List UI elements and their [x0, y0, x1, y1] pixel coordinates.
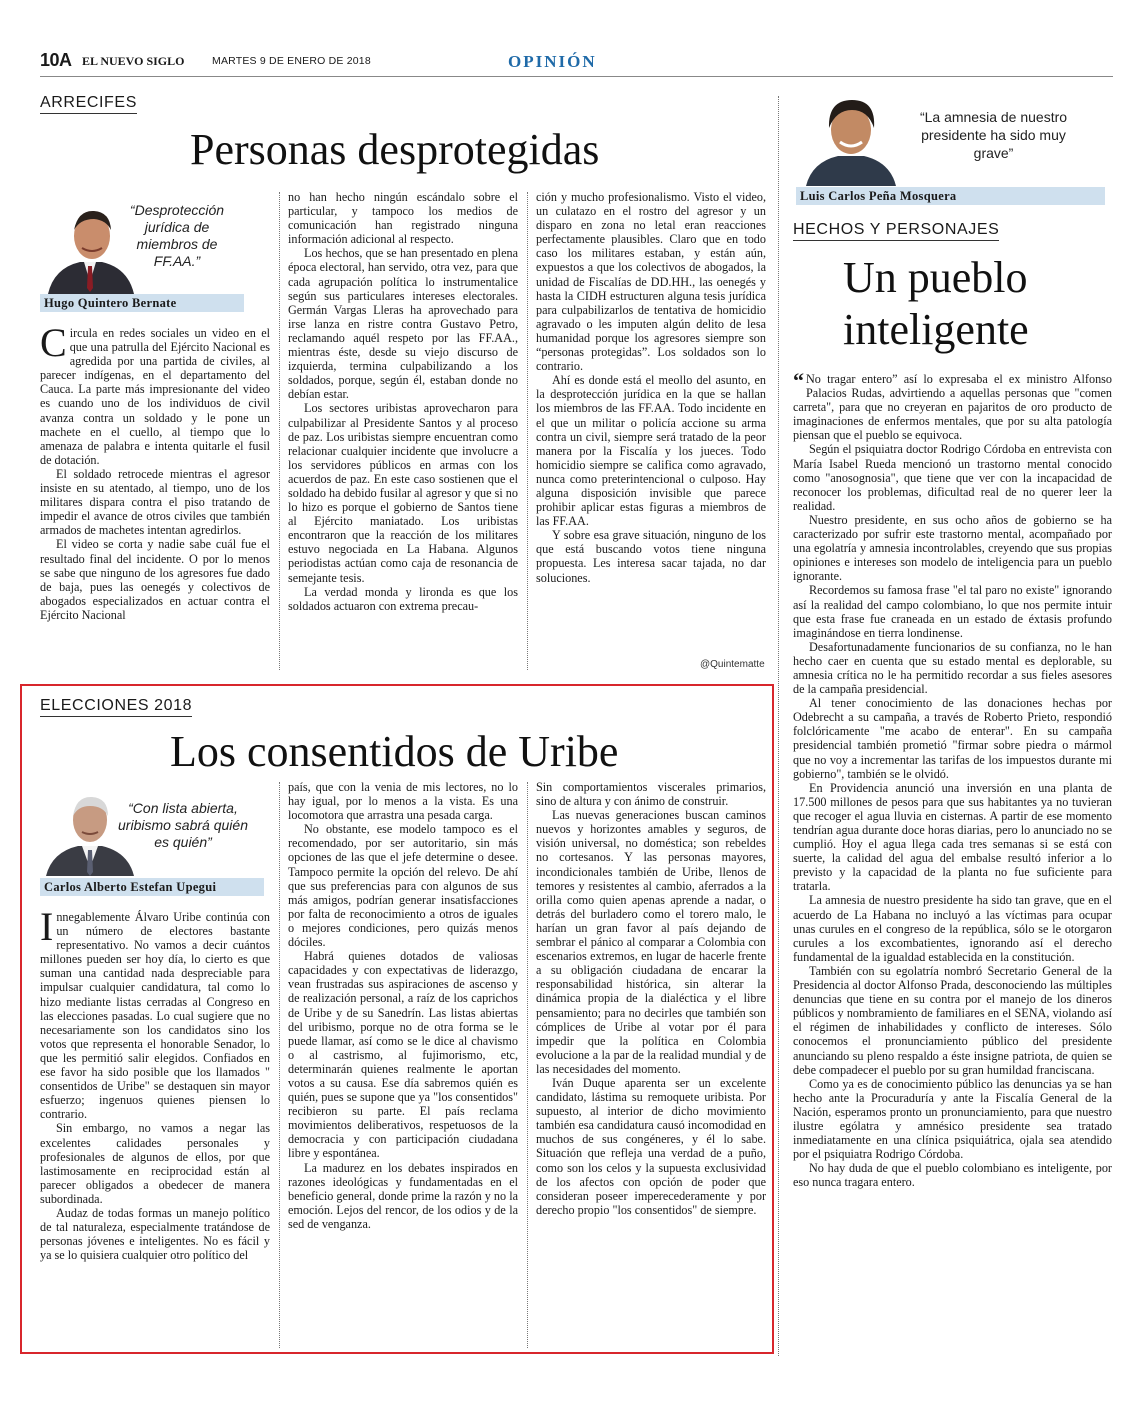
author-photo-luis-carlos: [796, 88, 906, 186]
article1-col1-p3: El video se corta y nadie sabe cuál fue el resultado final del incidente. O por lo menos se sabe que ninguno de los agresores fue dado de baja, pues las oenegés y colectivos de abogados especializados en actuar contra el Ejército Nacional: [40, 537, 270, 622]
article3-p10: Como ya es de conocimiento público las denuncias ya se han hecho ante la Procuraduría y ante la Fiscalía General de la Nación, esperamos pronto un pronunciamiento, para que nuestro ilustre ególatra y amnésico presidente sea tratado inmediatamente en una clínica psiquiátrica, ojala sea atendido por el psiquiatra Rodrigo Córdoba.: [793, 1076, 1112, 1162]
column-divider: [279, 782, 280, 1348]
dropcap: C: [40, 326, 67, 365]
article2-pull-quote: “Con lista abierta, uribismo sabrá quién es quién”: [118, 800, 248, 850]
article1-col2-p3: Los sectores uribistas aprovecharon para culpabilizar al Presidente Santos y al proceso de paz. Los uribistas siempre encuentran como relacionar cualquier incidente que involucre a los servidores públicos en armas con los acuerdos de paz. En este caso sostienen que el soldado ha debido fusilar al agresor y que si no lo hizo es porque el gobierno de Santos tiene al Ejército maniatado. Los uribistas encontraron que la reacción de los militares estuvo negociada en La Habana. Algunos periodistas actúan como caja de resonancia de semejante tesis.: [288, 401, 518, 585]
article1-kicker: ARRECIFES: [40, 94, 137, 114]
article2-headline: Los consentidos de Uribe: [170, 727, 619, 776]
column-divider: [778, 96, 779, 1356]
publication-date: MARTES 9 DE ENERO DE 2018: [212, 55, 371, 67]
article2-col3-p2: Las nuevas generaciones buscan caminos nuevos y horizontes amables y seguros, de visión universal, no doméstica; son rebeldes no cortesanos. Y las personas mayores, incondicionales también de Uribe, llenos de temores y resistentes al cambio, aferrados a la orilla como quien apenas aprende a nadar, o detrás del burladero como el torero malo, le harían un gran favor al país dejando de sembrar el pánico al comparar a Colombia con escenarios extremos, en lugar de hacerle frente a su obligación ciudadana de encarar la responsabilidad histórica, sin alterar la dinámica propia de la dialéctica y el libre pensamiento; para no decirles que también son cómplices de Uribe al votar por él para impedir que la política en Colombia evolucione a la par de la realidad mundial y de las necesidades del momento.: [536, 808, 766, 1076]
article3-p2: Según el psiquiatra doctor Rodrigo Córdoba en entrevista con María Isabel Rueda mencionó un trastorno mental conocido como "anosognosia", que tiene que ver con la incapacidad de reconocer los problemas, dificultad real de no querer leer la realidad.: [793, 442, 1112, 513]
article3-kicker: HECHOS Y PERSONAJES: [793, 221, 999, 241]
article3-p3: Nuestro presidente, en sus ocho años de gobierno se ha caracterizado por sufrir este trastorno mental, acompañado por una egolatría y amnesia incontrolables, creyendo que sus propias opiniones e intereses son modelo de inteligencia para un pueblo ignorante.: [793, 512, 1112, 584]
article3-p8: La amnesia de nuestro presidente ha sido tan grave, que en el acuerdo de La Habana no incluyó a las víctimas para ocupar unas curules en el congreso de la república, sólo se le otorgaron curules a los excombatientes, ignorando así el derecho fundamental de la igualdad establecida en la constitución.: [793, 893, 1112, 964]
article3-p11: No hay duda de que el pueblo colombiano es inteligente, por eso nunca tragara entero.: [793, 1161, 1112, 1190]
author-twitter-handle: @Quintematte: [700, 659, 765, 670]
article2-col3-p1: Sin comportamientos viscerales primarios, sino de altura y con ánimo de construir.: [536, 780, 766, 809]
article1-col3-p3: Y sobre esa grave situación, ninguno de los que está buscando votos tiene ninguna propuesta. Les interesa sacar tajada, no dar soluciones.: [536, 528, 766, 585]
article3-p5: Desafortunadamente funcionarios de su confianza, no le han hecho caer en cuenta que su estado mental es deplorable, su amnesia crítica no le ha permitido recordar a sus fieles asesores de la campaña presidencial.: [793, 639, 1112, 697]
page-header: [40, 50, 1113, 77]
article2-column-1: [40, 910, 270, 1350]
article1-col3-p2: Ahí es donde está el meollo del asunto, en la desprotección jurídica en la que se hallan los miembros de las FF.AA. Todo incidente en el que un militar o policía accione su arma contra un civil, siempre será tratado de la peor manera por la Fiscalía y los jueces. Todo homicidio siempre se califica como agravado, nunca como preterintencional o culposo. Hay alguna disposición invisible que parece prohibir aplicar estas figuras a miembros de las FF.AA.: [536, 373, 766, 529]
article3-body: [793, 372, 1112, 1402]
article2-column-2: [288, 780, 518, 1350]
article2-kicker: ELECCIONES 2018: [40, 697, 192, 717]
article1-author-name: Hugo Quintero Bernate: [40, 294, 244, 312]
article1-headline: Personas desprotegidas: [190, 125, 600, 174]
publication-name: EL NUEVO SIGLO: [82, 54, 185, 68]
article1-col2-p2: Los hechos, que se han presentado en plena época electoral, han servido, otra vez, para que cada agrupación política lo instrumentalice según sus particulares intereses electorales. Germán Vargas Lleras ha aprovechado para irse lanza en ristre contra Gustavo Petro, reclamando aquél respeto por las FF.AA., mientras éste, desde su viejo discurso de izquierda, termina culpabilizando a los soldados, porque, según él, estaban donde no debían estar.: [288, 246, 518, 402]
column-divider: [527, 192, 528, 670]
article1-col1-p1: Circula en redes sociales un video en el que una patrulla del Ejército Nacional es agredida por una partida de civiles, al parecer indígenas, en el departamento del Cauca. La parte más impresionante del video es cuando uno de los individuos de civil avanza contra un soldado y le pone un machete en el cuello, al tiempo que lo amenaza de palabra e intenta quitarle el fusil de dotación.: [40, 326, 270, 467]
article2-col2-p2: No obstante, ese modelo tampoco es el recomendado, por ser autoritario, sin más opciones de las que el jefe determine o desee. Tampoco permite la opción del relevo. De ahí que sus preferencias para con algunos de sus más amigos, podrían generar insatisfacciones por falta de reconocimiento a otros de iguales o mejores condiciones, pero quizás menos dóciles.: [288, 822, 518, 950]
article2-col1-p3: Audaz de todas formas un manejo político de tal naturaleza, especialmente tratándose de personas jóvenes e inteligentes. No es fácil y ya se lo quisiera cualquier otro político del: [40, 1205, 270, 1263]
article2-column-3: [536, 780, 766, 1350]
article1-col2-p1: no han hecho ningún escándalo sobre el particular, y tampoco los medios de comunicación han registrado ninguna información adicional al respecto.: [288, 190, 518, 247]
article1-column-2: [288, 190, 518, 674]
article3-p6: Al tener conocimiento de las donaciones hechas por Odebrecht a su campaña, a través de Roberto Prieto, respondió folclóricamente "me acabo de enterar". En su campaña presidencial también prometió "firmar sobre piedra o mármol que no voy a incrementar las tarifas de los impuestos durante mi gobierno", también se le olvidó.: [793, 696, 1112, 781]
article1-col1-p2: El soldado retrocede mientras el agresor insiste en su atentado, al tiempo, uno de los militares dispara contra el piso tratando de impedir el avance de otros civiles que también armados de machetes intentan agredirlos.: [40, 466, 270, 538]
article3-p1: “ No tragar entero” así lo expresaba el ex ministro Alfonso Palacios Rudas, advirtiendo a aquellas personas que "comen carreta", para que no creyeran en pajaritos de oro producto de imaginaciones de enfermos mentales, que por su alta patología piensan que el pueblo se equivoca.: [793, 372, 1112, 443]
article3-headline-line1: Un pueblo: [843, 253, 1028, 302]
article3-p9: También con su egolatría nombró Secretario General de la Presidencia al doctor Alfonso Prada, desconociendo las múltiples denuncias que tiene en su contra por el manejo de los dineros públicos y nombramiento de familiares en el SENA, violando así el régimen de inhabilidades y conflicto de intereses. Sólo conocemos el pronunciamiento público del presidente anunciando su pleno respaldo a éste insigne patriota, de quien se debe compadecer el pueblo por su gran humildad franciscana.: [793, 963, 1112, 1077]
section-title: OPINIÓN: [508, 52, 597, 71]
article2-col3-p3: Iván Duque aparenta ser un excelente candidato, lástima su remoquete uribista. Por supuesto, al interior de dicho movimiento también esa candidatura causó incomodidad en muchos de sus congéneres, y él lo sabe. Situación que refleja una verdad de a puño, como son los celos y la supuesta exclusividad de los afectos con opción de poder que consideran poseer imperecederamente y por derecho propio "los consentidos" de siempre.: [536, 1075, 766, 1217]
article1-col2-p4: La verdad monda y lironda es que los soldados actuaron con extrema precau-: [288, 584, 518, 613]
article1-column-1: [40, 326, 270, 672]
column-divider: [527, 782, 528, 1348]
column-divider: [279, 192, 280, 670]
article1-pull-quote: “Desprotección jurídica de miembros de FF.AA.”: [129, 202, 225, 269]
article3-p7: En Providencia anunció una inversión en una planta de 17.500 millones de pesos para que sus habitantes ya no tuvieran que recoger el agua lluvia en cisternas. A partir de ese momento tendrían agua durante doce horas diarias, pero lo anunciado no se cumplió. Hoy el agua llega cada tres semanas si se está con suerte, la calidad del agua del embalse resultó inferior a lo previsto y la capacidad de la planta no fue suficiente para tratarla.: [793, 780, 1112, 894]
article2-col2-p3: Habrá quienes dotados de valiosas capacidades y con expectativas de liderazgo, vean frustradas sus aspiraciones de ascenso y de realización personal, a raíz de los caprichos de Uribe y de su Sanedrín. Las listas abiertas del uribismo, porque no de otra forma se le puede llamar, así como se le dice al chavismo o al castrismo, al fujimorismo, etc, determinarán quienes realmente le aportan votos a su causa. Ese día sabremos quién es quién, pues se supone que ya "los consentidos" recibieron su parte. El país reclama movimientos deliberativos, respetuosos de la democracia y con participación ciudadana libre y espontánea.: [288, 949, 518, 1161]
article2-col2-p4: La madurez en los debates inspirados en razones ideológicas y fundamentadas en el beneficio general, donde prime la razón y no la emoción. Lejos del rencor, de los odios y de la sed de venganza.: [288, 1160, 518, 1231]
article2-author-name: Carlos Alberto Estefan Upegui: [40, 878, 264, 896]
article3-pull-quote: “La amnesia de nuestro presidente ha sido muy grave”: [919, 109, 1068, 161]
article3-p4: Recordemos su famosa frase "el tal paro no existe" ignorando así la realidad del campo colombiano, lo que nos permite intuir que esta frase fue craneada en un estado de éxtasis profundo imaginándose en tierra londinense.: [793, 583, 1112, 640]
page-number: 10A: [40, 50, 72, 70]
article2-col1-p2: Sin embargo, no vamos a negar las excelentes calidades personales y profesionales de algunos de ellos, por que lastimosamente en reciprocidad están al parecer obligados a obedecer de manera subordinada.: [40, 1121, 270, 1206]
article3-headline-line2: inteligente: [843, 305, 1029, 354]
article1-column-3: [536, 190, 766, 654]
article2-col1-p1: Innegablemente Álvaro Uribe continúa con un número de electores bastante representativo. No vamos a decir cuántos millones pueden ser hoy día, lo cierto es que suman una cantidad nada despreciable para impulsar cualquier candidatura, tal como lo hizo mediante listas cerradas al Congreso en las elecciones pasadas. Lo cual sugiere que no necesariamente son los candidatos sino los votos que representa el honorable Senador, lo que les permitió salir elegidos. Confiados en ese favor ha sido posible que los llamados " consentidos de Uribe" se destaquen sin mayor esfuerzo; ingenuos quienes piensen lo contrario.: [40, 910, 270, 1122]
article3-author-name: Luis Carlos Peña Mosquera: [796, 187, 1105, 205]
dropcap: I: [40, 910, 54, 949]
article1-col3-p1: ción y mucho profesionalismo. Visto el video, un culatazo en el rostro del agresor y un disparo en zona no letal eran reacciones perfectamente plausibles. Claro que en todo caso los militares estaban, y están aún, expuestos a que los colectivos de abogados, la unidad de Fiscalías de DD.HH., las oenegés y hasta la CIDH estructuren alguna tesis jurídica para culpabilizarlos de tentativa de homicidio agravado o les imputen algún delito de lesa humanidad porque los agresores siempre son “personas protegidas”. Los soldados son lo contrario.: [536, 190, 766, 374]
article2-col2-p1: país, que con la venia de mis lectores, no lo hay igual, por lo menos a la vista. Es una locomotora que arrastra una pesada carga.: [288, 780, 518, 823]
